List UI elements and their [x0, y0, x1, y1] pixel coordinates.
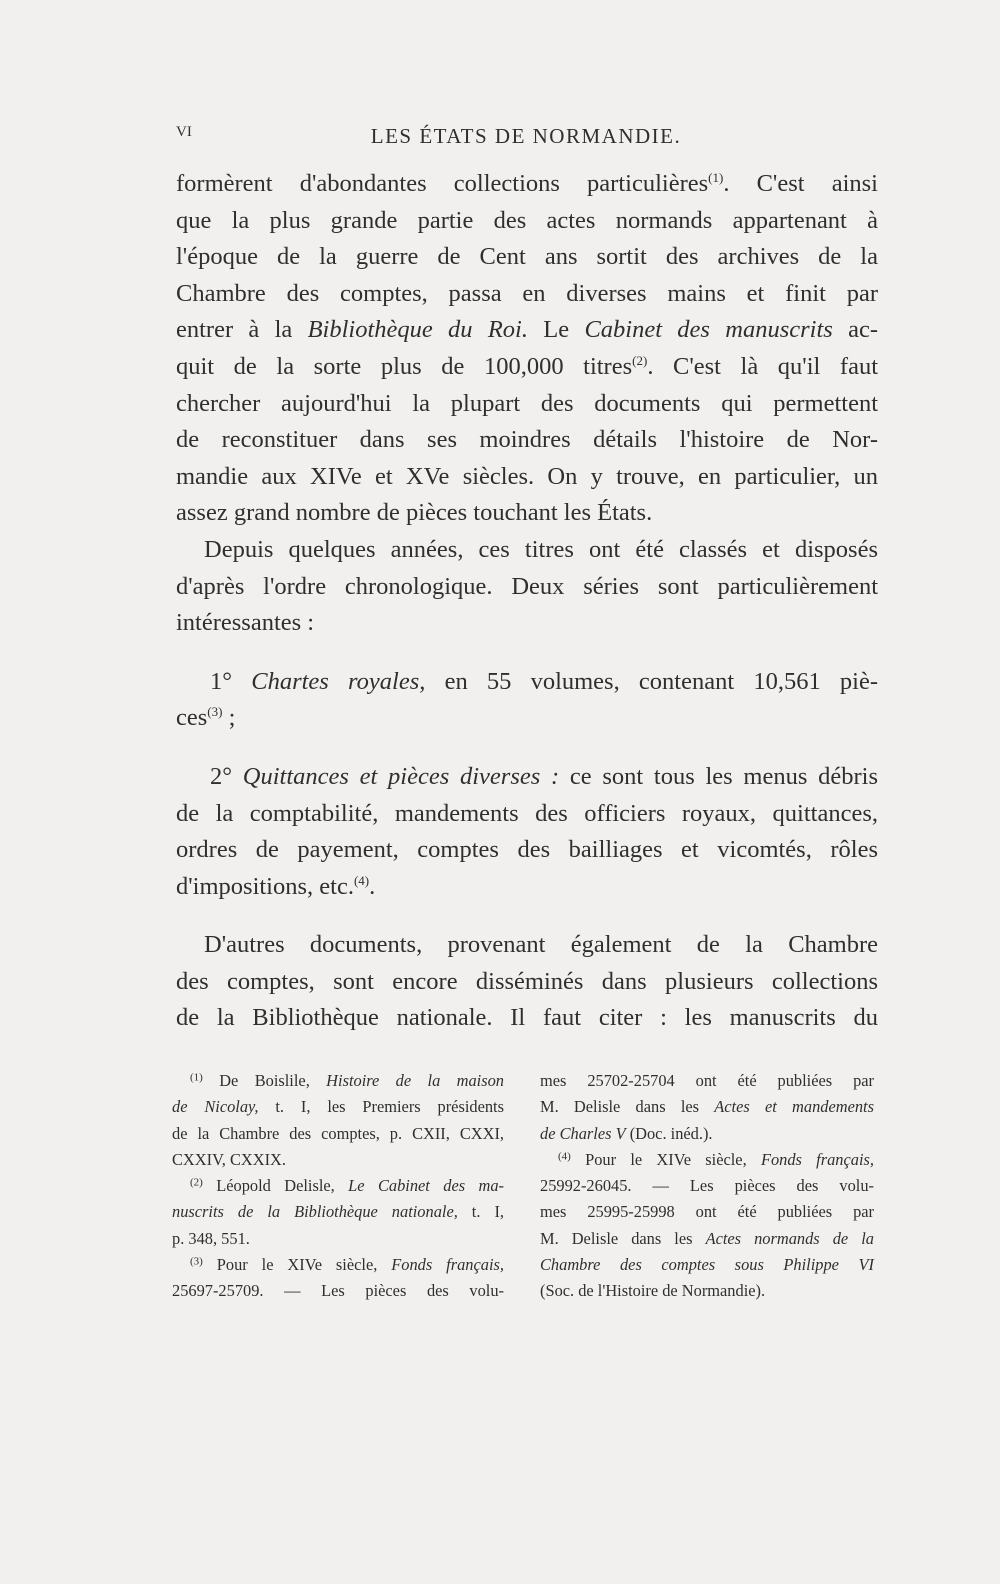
footnote-ref: (1) — [708, 169, 724, 185]
footnote-2: $^{(2)}$ Léopold Delisle, Le Cabinet des ma- — [190, 1176, 504, 1196]
text-line: formèrent d'abondantes collections particulières$^{(1)}$. C'est ainsi — [176, 169, 878, 197]
footnote-column-left — [172, 1068, 504, 1305]
list-item-1: 1° Chartes royales, en 55 volumes, contenant 10,561 piè- — [210, 667, 878, 695]
footnote-line: M. Delisle dans les Actes normands de la — [540, 1228, 874, 1248]
text-line: des comptes, sont encore disséminés dans plusieurs collections — [176, 967, 878, 995]
text-line: intéressantes : — [176, 609, 315, 637]
main-text — [176, 166, 878, 1037]
footnote-1: $^{(1)}$ De Boislile, Histoire de la maison — [190, 1071, 504, 1090]
text-line: entrer à la Bibliothèque du Roi. Le Cabinet des manuscrits ac- — [176, 316, 878, 344]
text-line: de la Bibliothèque nationale. Il faut citer : les manuscrits du — [176, 1004, 878, 1032]
footnote-line: 25697-25709. — Les pièces des volu- — [172, 1281, 504, 1301]
footnote-ref: (2) — [632, 352, 648, 368]
list-item-2: 2° Quittances et pièces diverses : ce sont tous les menus débris — [210, 762, 878, 790]
text-line: mandie aux XIVe et XVe siècles. On y trouve, en particulier, un — [176, 462, 878, 490]
text-line: d'impositions, etc.$^{(4)}$. — [176, 872, 376, 900]
text-line: quit de la sorte plus de 100,000 titres$^{(2)}$. C'est là qu'il faut — [176, 352, 878, 380]
text-line: de reconstituer dans ses moindres détails l'histoire de Nor- — [176, 426, 878, 454]
footnote-line: (Soc. de l'Histoire de Normandie). — [540, 1281, 766, 1301]
footnote-line: mes 25995-25998 ont été publiées par — [540, 1202, 874, 1222]
footnote-line: Chambre des comptes sous Philippe VI — [540, 1255, 874, 1275]
footnote-line: CXXIV, CXXIX. — [172, 1149, 286, 1169]
footnote-line: p. 348, 551. — [172, 1228, 250, 1248]
text-line: l'époque de la guerre de Cent ans sortit des archives de la — [176, 243, 878, 271]
text-line: ces$^{(3)}$ ; — [176, 704, 236, 732]
text-line: chercher aujourd'hui la plupart des documents qui permettent — [176, 389, 878, 417]
footnote-line: 25992-26045. — Les pièces des volu- — [540, 1176, 874, 1196]
footnote-line: mes 25702-25704 ont été publiées par — [540, 1071, 874, 1090]
text-line: que la plus grande partie des actes normands appartenant à — [176, 206, 878, 234]
footnote-4: $^{(4)}$ Pour le XIVe siècle, Fonds français, — [558, 1149, 874, 1169]
footnote-ref: (3) — [207, 704, 223, 720]
footnote-column-right — [540, 1068, 874, 1305]
running-title: LES ÉTATS DE NORMANDIE. — [370, 124, 682, 148]
text-line: ordres de payement, comptes des bailliages et vicomtés, rôles — [176, 836, 878, 864]
text-line: Chambre des comptes, passa en diverses mains et finit par — [176, 279, 878, 307]
footnote-line: de Charles V (Doc. inéd.). — [540, 1123, 713, 1143]
footnote-line: M. Delisle dans les Actes et mandements — [540, 1097, 874, 1117]
footnote-line: de Nicolay, t. I, les Premiers présidents — [172, 1097, 504, 1117]
footnote-line: de la Chambre des comptes, p. CXII, CXXI, — [172, 1123, 504, 1143]
folio-number: VI — [176, 124, 192, 140]
page-header — [176, 124, 876, 154]
footnote-line: nuscrits de la Bibliothèque nationale, t. I, — [172, 1202, 504, 1222]
text-line: D'autres documents, provenant également de la Chambre — [204, 931, 878, 959]
text-line: assez grand nombre de pièces touchant les États. — [176, 499, 653, 527]
text-line: de la comptabilité, mandements des officiers royaux, quittances, — [176, 799, 878, 827]
text-line: Depuis quelques années, ces titres ont été classés et disposés — [204, 535, 878, 563]
text-line: d'après l'ordre chronologique. Deux séries sont particulièrement — [176, 572, 878, 600]
footnote-ref: (4) — [353, 872, 370, 888]
footnote-3: $^{(3)}$ Pour le XIVe siècle, Fonds français, — [190, 1255, 504, 1275]
